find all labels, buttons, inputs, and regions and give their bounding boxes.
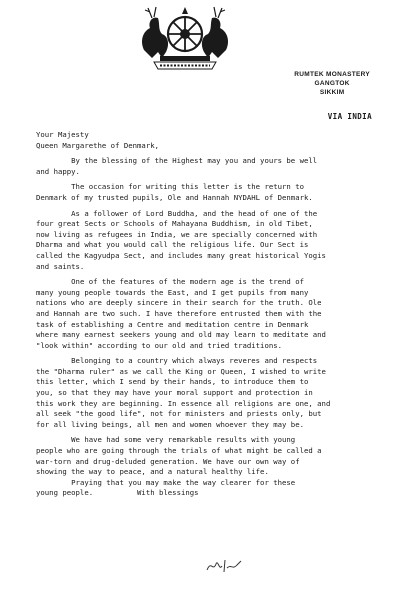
paragraph-1: By the blessing of the Highest may you and yours be well and happy. xyxy=(36,156,318,176)
address-line-2: GANGTOK xyxy=(314,80,350,87)
handwritten-signature xyxy=(205,556,245,576)
address-line-1: RUMTEK MONASTERY xyxy=(294,71,370,78)
monastery-address xyxy=(294,70,370,97)
salutation: Your Majesty xyxy=(36,130,89,139)
paragraph-5: Belonging to a country which always reveres and respects the "Dharma ruler" as we call the King or Queen, I wished to write this letter, which I send by their hands, to introduce them to you, so that they may have your moral support and protection in this work they are beginning. In essence all religions are one, and all seek "the good life", not for ministers and priests only, but for all living beings, all men and women whoever they may be. xyxy=(36,356,331,429)
paragraph-4: One of the features of the modern age is the trend of many young people towards the East, and I get pupils from many nations who are deeply sincere in their search for the truth. Ole and Hannah are two such. I have therefore entrusted them with the task of establishing a Centre and meditation centre in Denmark where many earnest seekers young and old may learn to meditate and "look within" according to our old and tried traditions. xyxy=(36,277,326,350)
addressee: Queen Margarethe of Denmark, xyxy=(36,140,160,150)
dharma-wheel-deer-emblem xyxy=(130,2,240,72)
address-line-3: SIKKIM xyxy=(319,89,345,96)
via-india-line: VIA INDIA xyxy=(327,112,372,121)
paragraph-6: We have had some very remarkable results with young people who are going through the trials of what might be called a war-torn and drug-deluded generation. We have our own way of showing the way to peace, and a natural healthy life. xyxy=(36,435,322,477)
paragraph-7: Praying that you may make the way clearer for these young people. With blessings xyxy=(36,477,296,498)
letter-body xyxy=(36,130,376,499)
paragraph-3: As a follower of Lord Buddha, and the head of one of the four great Sects or Schools of Mahayana Buddhism, in old Tibet, now living as refugees in India, we are specially concerned with Dharma and what you would call the religious life. Our Sect is called the Kagyudpa Sect, and includes many great historical Yogis and saints. xyxy=(36,208,326,271)
paragraph-2: The occasion for writing this letter is the return to Denmark of my trusted pupils, Ole and Hannah NYDAHL of Denmark. xyxy=(36,182,313,202)
